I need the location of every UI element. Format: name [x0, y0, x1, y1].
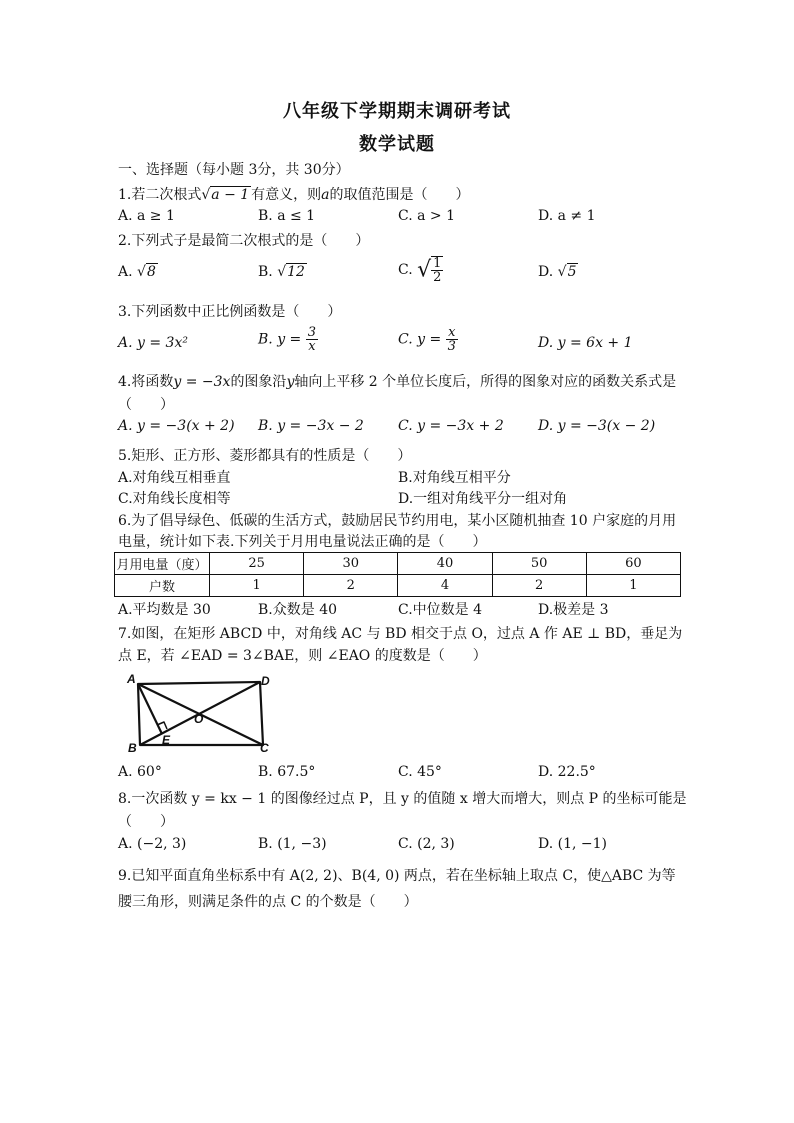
- q1-option-a: A. a ≥ 1: [118, 208, 175, 224]
- q7-option-d: D. 22.5°: [538, 764, 596, 780]
- table-cell: 60: [586, 553, 680, 575]
- q8-option-a: A. (−2, 3): [118, 836, 187, 852]
- table-row: [115, 553, 681, 575]
- table-cell: 40: [398, 553, 492, 575]
- question-4-stem: [118, 371, 676, 391]
- q8-option-d: D. (1, −1): [538, 836, 607, 852]
- q5-option-b: B.对角线互相平分: [398, 470, 511, 486]
- table-cell: 1: [586, 575, 680, 597]
- q1-option-b: B. a ≤ 1: [258, 208, 316, 224]
- table-cell: 户数: [115, 575, 210, 597]
- q1-radicand: a − 1: [211, 187, 250, 203]
- question-8-stem-l1: 8.一次函数 y = kx − 1 的图像经过点 P，且 y 的值随 x 增大而增大，则点 P 的坐标可能是: [118, 791, 687, 807]
- q4-option-d: D. y = −3(x − 2): [538, 418, 656, 434]
- electricity-table: [114, 552, 681, 597]
- label-e: E: [162, 733, 171, 747]
- perpendicular-ae: [138, 684, 162, 734]
- q7-option-b: B. 67.5°: [258, 764, 316, 780]
- q2-a-label: A.: [118, 264, 133, 280]
- table-cell: 2: [304, 575, 398, 597]
- q3-b-label: B. y =: [258, 331, 302, 348]
- q3-b-num: 3: [307, 325, 317, 340]
- label-d: D: [261, 674, 270, 688]
- q6-option-b: B.众数是 40: [258, 602, 338, 618]
- q6-option-a: A.平均数是 30: [118, 602, 211, 618]
- label-c: C: [260, 741, 269, 754]
- question-3-stem: 3.下列函数中正比例函数是（ ）: [118, 304, 342, 320]
- table-cell: 25: [210, 553, 304, 575]
- table-cell: 月用电量（度）: [115, 553, 210, 575]
- q3-option-a: A. y = 3x²: [118, 335, 188, 351]
- q7-option-a: A. 60°: [118, 764, 162, 780]
- question-5-stem: 5.矩形、正方形、菱形都具有的性质是（ ）: [118, 448, 412, 464]
- q6-option-c: C.中位数是 4: [398, 602, 483, 618]
- exam-title: 八年级下学期期末调研考试: [283, 101, 511, 122]
- q5-option-c: C.对角线长度相等: [118, 491, 231, 507]
- rectangle-figure: [124, 672, 274, 754]
- q1-option-d: D. a ≠ 1: [538, 208, 596, 224]
- q1-option-c: C. a > 1: [398, 208, 455, 224]
- question-1-stem: [118, 184, 470, 204]
- q5-option-d: D.一组对角线平分一组对角: [398, 491, 568, 507]
- question-6-stem-l2: 电量，统计如下表.下列关于月用电量说法正确的是（ ）: [118, 534, 487, 550]
- q3-c-den: 3: [447, 339, 456, 354]
- q2-option-c: C. √ $\frac{1}{2}$: [398, 256, 442, 285]
- q3-c-label: C. y =: [398, 331, 442, 348]
- question-6-stem-l1: 6.为了倡导绿色、低碳的生活方式，鼓励居民节约用电，某小区随机抽查 10 户家庭的月用: [118, 513, 677, 529]
- q2-option-d: D. √5: [538, 264, 577, 280]
- q3-option-d: D. y = 6x + 1: [538, 335, 633, 351]
- table-row: [115, 575, 681, 597]
- q2-a-radicand: 8: [146, 264, 156, 280]
- q8-option-c: C. (2, 3): [398, 836, 455, 852]
- table-cell: 2: [492, 575, 586, 597]
- q4-stem-pre: 4.将函数: [118, 374, 174, 390]
- q2-c-den: 2: [433, 270, 442, 285]
- q2-b-radicand: 12: [287, 264, 305, 280]
- q2-option-b: B. √12: [258, 264, 305, 280]
- label-b: B: [128, 741, 137, 754]
- exam-subtitle: 数学试题: [359, 134, 435, 155]
- label-o: O: [194, 712, 204, 726]
- label-a: A: [127, 672, 136, 686]
- q7-option-c: C. 45°: [398, 764, 442, 780]
- q2-c-num: 1: [433, 256, 442, 271]
- q2-d-label: D.: [538, 264, 554, 280]
- question-8-stem-l2: （ ）: [118, 814, 174, 830]
- section-heading: 一、选择题（每小题 3分，共 30分）: [118, 162, 350, 178]
- question-4-stem-l2: （ ）: [118, 397, 174, 413]
- q4-option-c: C. y = −3x + 2: [398, 418, 504, 434]
- sqrt-sign: √: [201, 187, 211, 203]
- q4-var: y: [286, 374, 295, 390]
- q3-option-c: [398, 326, 458, 353]
- q1-stem-post: 有意义，则: [251, 187, 322, 203]
- q3-b-den: x: [308, 339, 316, 354]
- q3-option-b: [258, 326, 318, 353]
- question-9-stem-l2: 腰三角形，则满足条件的点 C 的个数是（ ）: [118, 894, 418, 910]
- q5-option-a: A.对角线互相垂直: [118, 470, 231, 486]
- question-2-stem: 2.下列式子是最简二次根式的是（ ）: [118, 233, 370, 249]
- q4-option-b: B. y = −3x − 2: [258, 418, 364, 434]
- q8-option-b: B. (1, −3): [258, 836, 327, 852]
- q2-b-label: B.: [258, 264, 273, 280]
- question-7-stem-l1: 7.如图，在矩形 ABCD 中，对角线 AC 与 BD 相交于点 O，过点 A 作 AE ⊥ BD，垂足为: [118, 626, 683, 642]
- q6-option-d: D.极差是 3: [538, 602, 609, 618]
- q1-stem-end: 的取值范围是（ ）: [329, 187, 470, 203]
- q2-d-radicand: 5: [567, 264, 577, 280]
- table-cell: 1: [210, 575, 304, 597]
- table-cell: 30: [304, 553, 398, 575]
- q1-var: a: [321, 187, 330, 203]
- table-cell: 4: [398, 575, 492, 597]
- q3-c-num: x: [446, 326, 458, 340]
- q4-option-a: A. y = −3(x + 2): [118, 418, 235, 434]
- q2-c-label: C.: [398, 262, 413, 278]
- question-9-stem-l1: 9.已知平面直角坐标系中有 A(2, 2)、B(4, 0) 两点，若在坐标轴上取点 C，使△ABC 为等: [118, 868, 676, 884]
- q4-stem-post: 轴向上平移 2 个单位长度后，所得的图象对应的函数关系式是: [294, 374, 677, 390]
- q4-function: y = −3x: [173, 374, 231, 390]
- q4-stem-mid: 的图象沿: [230, 374, 287, 390]
- q2-option-a: A. √8: [118, 264, 156, 280]
- table-cell: 50: [492, 553, 586, 575]
- q1-stem-pre: 1.若二次根式: [118, 187, 202, 203]
- question-7-stem-l2: 点 E，若 ∠EAD = 3∠BAE，则 ∠EAO 的度数是（ ）: [118, 648, 487, 664]
